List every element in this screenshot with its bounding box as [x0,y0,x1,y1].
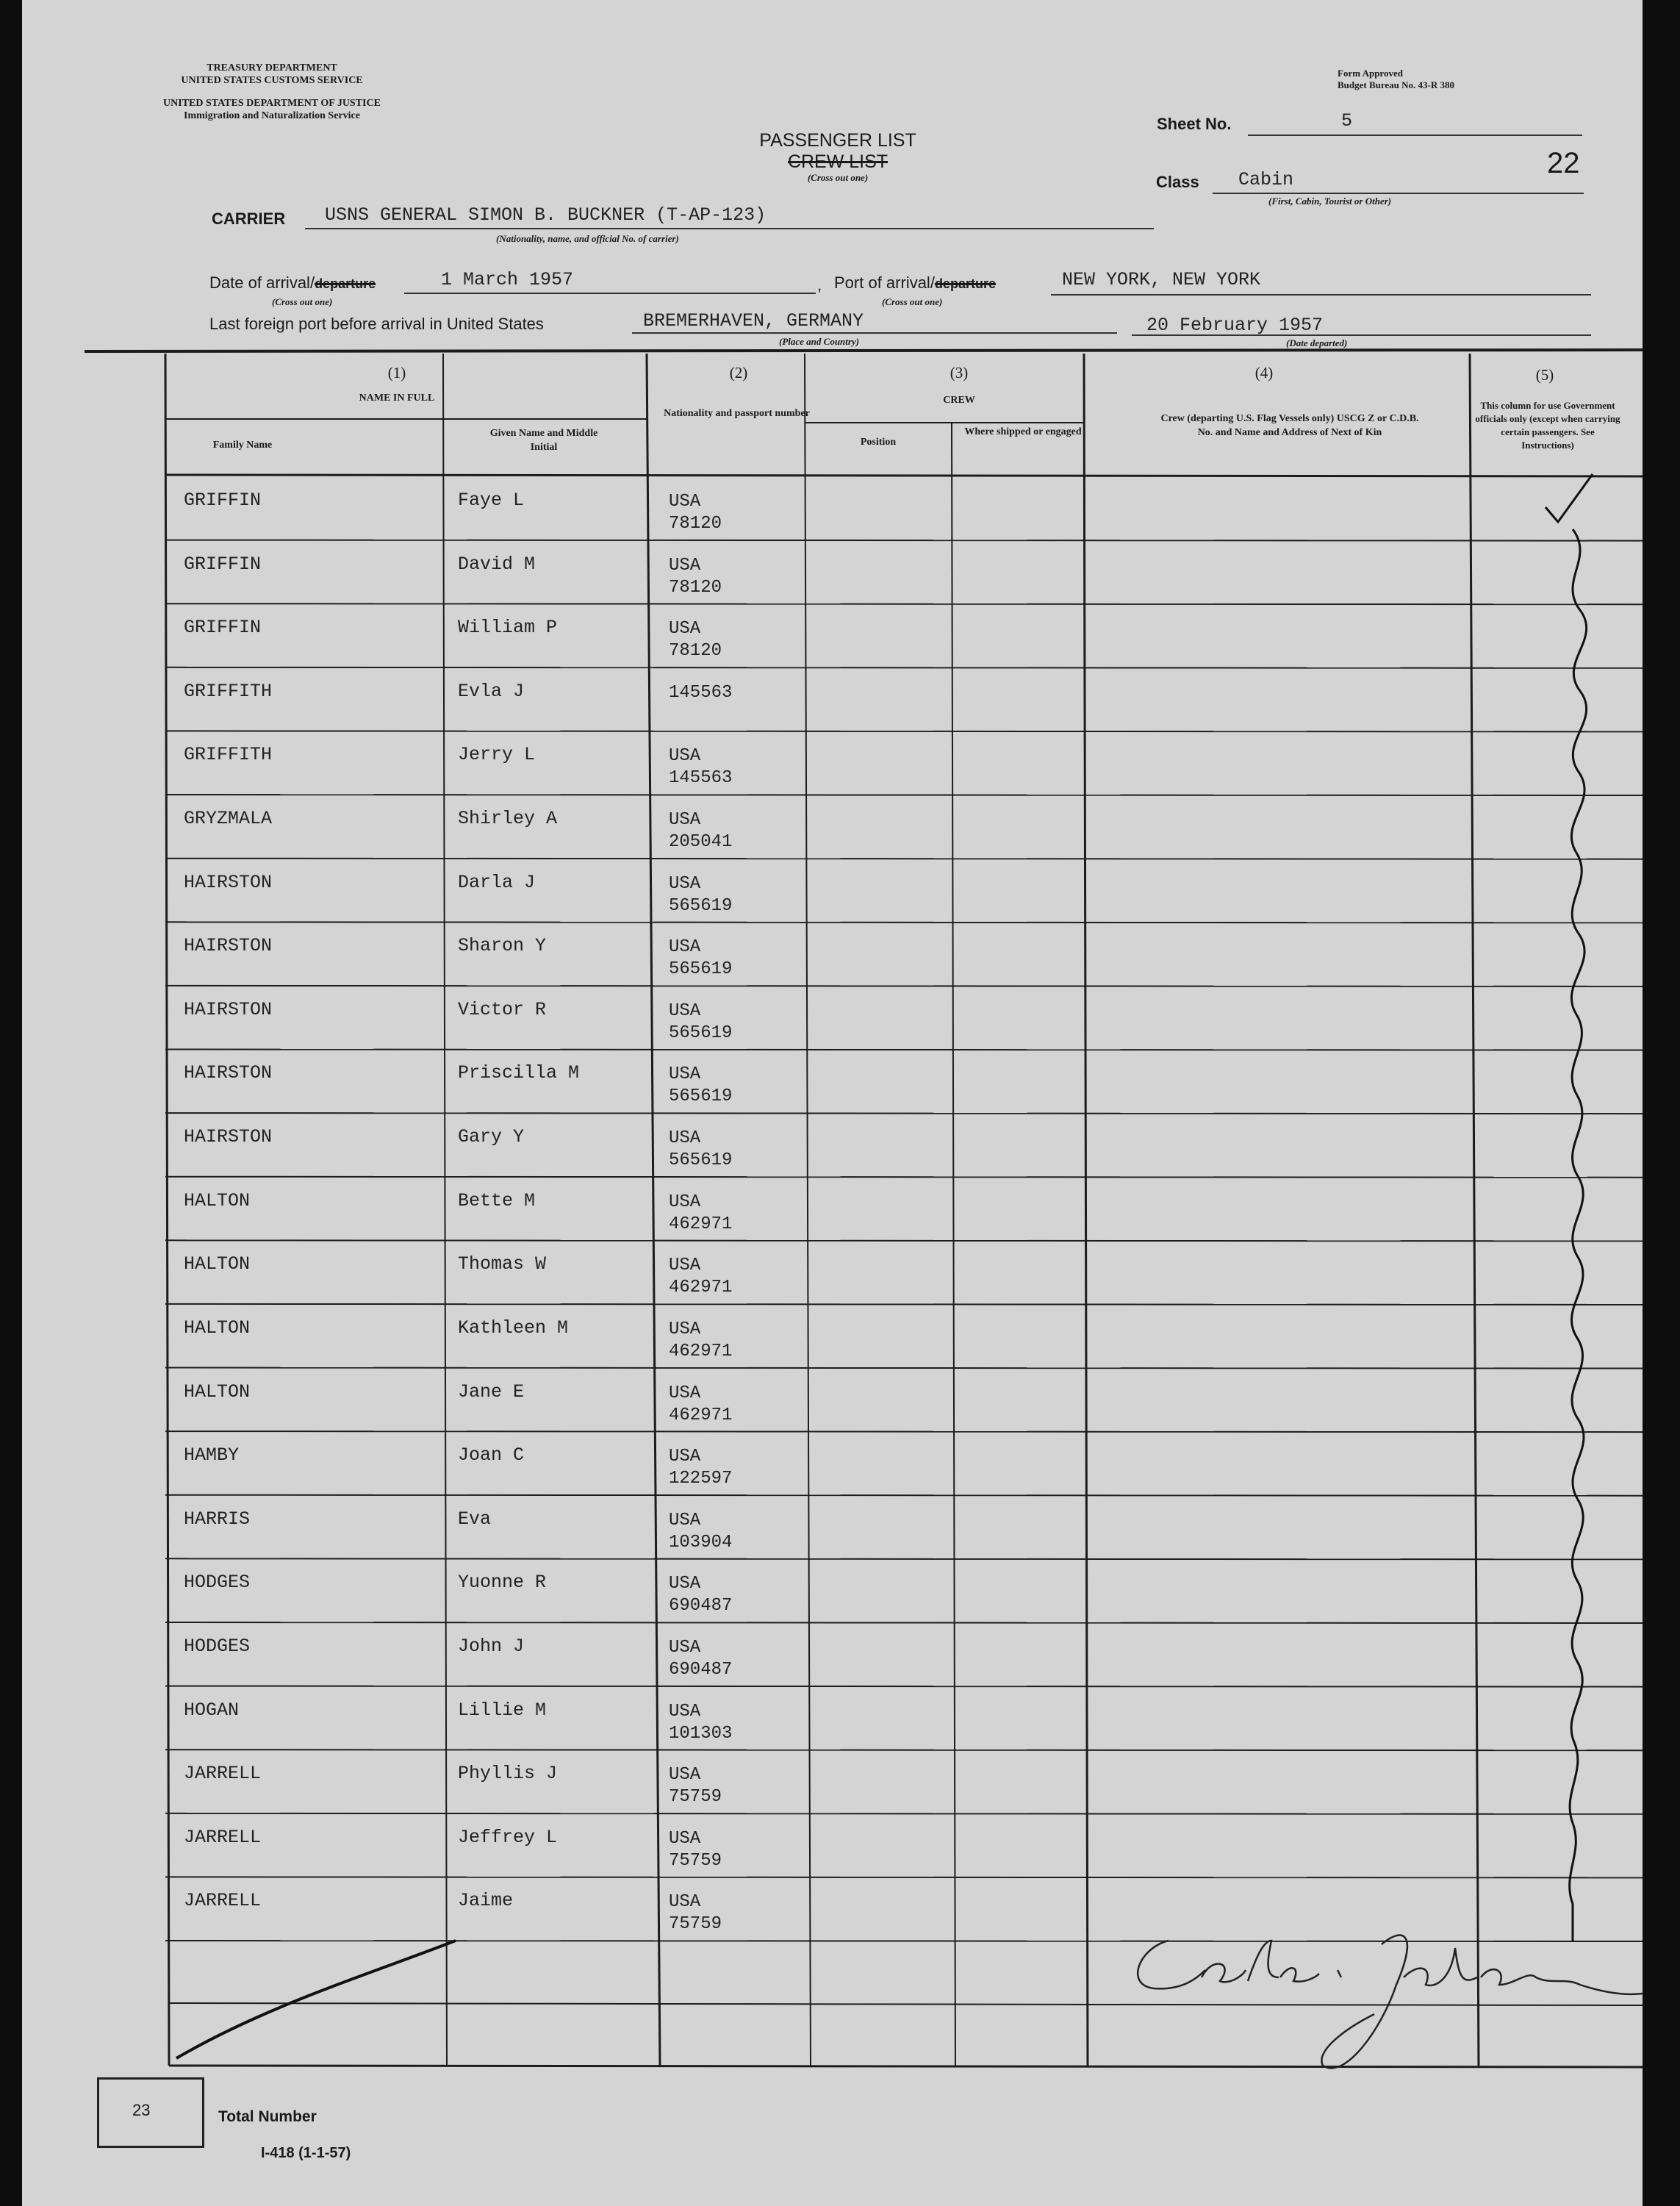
passport-number: 103904 [669,1532,733,1553]
given-name: Evla J [458,680,525,702]
carrier-caption: (Nationality, name, and official No. of carrier) [496,233,679,244]
given-name: David M [458,553,536,575]
last-port-value: BREMERHAVEN, GERMANY [643,310,864,332]
date-arrival-label-text: Date of arrival/ [209,273,315,292]
family-name: HALTON [184,1253,251,1275]
table-grid [22,0,1643,2206]
last-port-caption: (Place and Country) [779,336,860,347]
col1-family-header: Family Name [212,440,273,451]
passport-number: 101303 [669,1723,733,1744]
port-arrival-label-text: Port of arrival/ [834,273,935,292]
page-number: 22 [1547,147,1580,179]
passport-number: 690487 [669,1659,733,1680]
row-divider [165,667,1643,668]
nationality: USA [669,1256,701,1276]
cancel-stroke [176,1941,456,2058]
family-name: HARRIS [184,1508,251,1530]
col1-given-header: Given Name and Middle Initial [489,428,598,453]
nationality: USA [669,492,701,512]
col1-number: (1) [387,364,406,382]
given-name: William P [458,617,558,639]
family-name: HAIRSTON [184,1062,273,1084]
passport-number: 565619 [669,1023,733,1043]
passport-number: 205041 [669,832,733,853]
date-cross-out-caption: (Cross out one) [272,296,333,307]
given-name: Joan C [458,1444,525,1467]
row-divider [165,1495,1643,1496]
nationality: USA [669,1192,701,1212]
family-name: HOGAN [184,1699,240,1721]
col4-number: (4) [1254,364,1274,382]
nationality: USA [669,555,701,576]
given-name: Sharon Y [458,935,547,957]
given-name: Shirley A [458,808,558,830]
given-name: Faye L [458,490,525,511]
given-name: Thomas W [458,1253,547,1275]
nationality: USA [669,1064,701,1085]
total-label: Total Number [218,2108,317,2125]
nationality: USA [669,810,701,831]
col1-title: NAME IN FULL [359,393,435,404]
passport-number: 462971 [669,1278,733,1298]
family-name: HALTON [184,1317,251,1339]
nationality: USA [669,1128,701,1149]
nationality: USA [669,746,701,767]
passenger-list-title: PASSENGER LIST [759,130,916,151]
passport-number: 462971 [669,1214,733,1234]
family-name: HALTON [184,1380,251,1403]
passport-number: 565619 [669,895,733,916]
passport-number: 145563 [669,768,733,789]
family-name: JARRELL [184,1763,262,1785]
total-value: 23 [132,2101,151,2119]
given-name: Jerry L [458,744,536,766]
row-divider [165,1304,1643,1305]
passport-number: 690487 [669,1596,733,1616]
date-comma: , [817,276,822,294]
family-name: GRIFFIN [184,553,262,575]
nationality: USA [669,1637,701,1658]
col3-title: CREW [943,395,975,406]
budget-bureau-text: Budget Bureau No. 43-R 380 [1338,79,1455,90]
row-divider [165,1113,1643,1114]
given-name: Yuonne R [458,1572,547,1594]
family-name: HAIRSTON [184,871,273,893]
nationality: USA [669,1892,701,1913]
nationality: USA [669,1000,701,1021]
row-divider [165,1368,1643,1369]
port-departure-struck: departure [934,276,996,291]
family-name: GRIFFITH [184,744,273,766]
date-arrival-value: 1 March 1957 [441,269,574,290]
last-port-label: Last foreign port before arrival in United States [209,315,544,333]
class-caption: (First, Cabin, Tourist or Other) [1268,196,1392,207]
nationality: USA [669,1765,701,1786]
form-number: I-418 (1-1-57) [261,2145,351,2161]
date-departed-value: 20 February 1957 [1146,315,1324,336]
nationality: USA [669,873,701,894]
date-departed-caption: (Date departed) [1286,337,1348,348]
given-name: Priscilla M [458,1062,580,1084]
title-cross-out-caption: (Cross out one) [807,172,869,183]
nationality: USA [669,1701,701,1722]
row-divider [165,540,1643,541]
given-name: Phyllis J [458,1763,558,1785]
col5-title: This column for use Government officials only (except when carrying certain passengers. See Instructions) [1475,400,1620,451]
col3-where-header: Where shipped or engaged [964,426,1082,437]
given-name: Victor R [458,998,547,1020]
nationality: USA [669,937,701,958]
nationality: USA [669,1383,701,1403]
given-name: Eva [458,1508,492,1530]
class-value: Cabin [1238,169,1294,190]
family-name: GRYZMALA [184,808,273,830]
col2-number: (2) [729,364,748,382]
family-name: HAMBY [184,1444,240,1467]
nationality: USA [669,1828,701,1849]
family-name: HODGES [184,1572,251,1594]
col3-position-header: Position [860,437,897,448]
row-divider [165,1686,1643,1687]
family-name: JARRELL [184,1890,262,1912]
passport-number: 75759 [669,1787,722,1808]
col5-number: (5) [1535,366,1554,384]
agency-line-treasury: TREASURY DEPARTMENT [207,62,337,74]
family-name: GRIFFITH [184,680,273,702]
passport-number: 122597 [669,1469,733,1489]
nationality: USA [669,1447,701,1467]
passport-number: 565619 [669,1150,733,1171]
passport-number: 75759 [669,1914,722,1935]
passport-number: 78120 [669,577,722,598]
passport-number: 462971 [669,1405,733,1425]
family-name: HALTON [184,1189,251,1211]
agency-line-ins: Immigration and Naturalization Service [184,110,360,121]
row-divider [165,1622,1643,1623]
carrier-value: USNS GENERAL SIMON B. BUCKNER (T-AP-123) [325,204,767,226]
given-name: Kathleen M [458,1317,569,1339]
given-name: Darla J [458,871,536,893]
passport-number: 75759 [669,1850,722,1871]
sheet-label: Sheet No. [1157,115,1232,133]
family-name: HAIRSTON [184,998,273,1020]
given-name: John J [458,1635,525,1657]
col4-title: Crew (departing U.S. Flag Vessels only) USCG Z or C.D.B. No. and Name and Address of Next of Kin [1160,413,1419,438]
date-departure-struck: departure [315,276,376,291]
col2-title: Nationality and passport number [664,408,810,419]
class-label: Class [1156,173,1199,191]
row-divider [165,1240,1643,1241]
given-name: Lillie M [458,1699,547,1721]
family-name: HODGES [184,1635,251,1657]
form-page [22,0,1643,2206]
form-approved-text: Form Approved [1338,68,1403,79]
row-divider [165,922,1643,923]
port-arrival-value: NEW YORK, NEW YORK [1062,269,1261,290]
given-name: Gary Y [458,1126,525,1148]
passport-number: 78120 [669,514,722,534]
sheet-value: 5 [1341,110,1353,132]
family-name: HAIRSTON [184,935,273,957]
carrier-label: CARRIER [212,210,286,228]
signature [1138,1935,1643,2069]
family-name: GRIFFIN [184,617,262,639]
wavy-line [1570,529,1587,1941]
row-divider [165,1431,1643,1432]
given-name: Jeffrey L [458,1826,558,1848]
nationality: USA [669,1319,701,1339]
given-name: Jane E [458,1380,525,1403]
nationality: USA [669,1574,701,1594]
passport-number: 565619 [669,1086,733,1107]
given-name: Bette M [458,1189,536,1211]
row-divider [165,1558,1643,1559]
check-mark [1546,474,1593,522]
nationality: USA [669,619,701,640]
passport-number: 462971 [669,1341,733,1361]
nationality: USA [669,1510,701,1530]
passport-number: 145563 [669,682,733,703]
passport-number: 78120 [669,641,722,662]
agency-line-justice: UNITED STATES DEPARTMENT OF JUSTICE [163,98,381,109]
row-divider [165,1813,1643,1814]
crew-list-title: CREW LIST [787,151,889,172]
given-name: Jaime [458,1890,514,1912]
family-name: GRIFFIN [184,490,262,511]
agency-line-customs: UNITED STATES CUSTOMS SERVICE [181,75,363,86]
col3-number: (3) [950,364,969,382]
family-name: HAIRSTON [184,1126,273,1148]
passport-number: 565619 [669,959,733,980]
family-name: JARRELL [184,1826,262,1848]
port-cross-out-caption: (Cross out one) [882,296,943,307]
row-divider [165,1177,1643,1178]
